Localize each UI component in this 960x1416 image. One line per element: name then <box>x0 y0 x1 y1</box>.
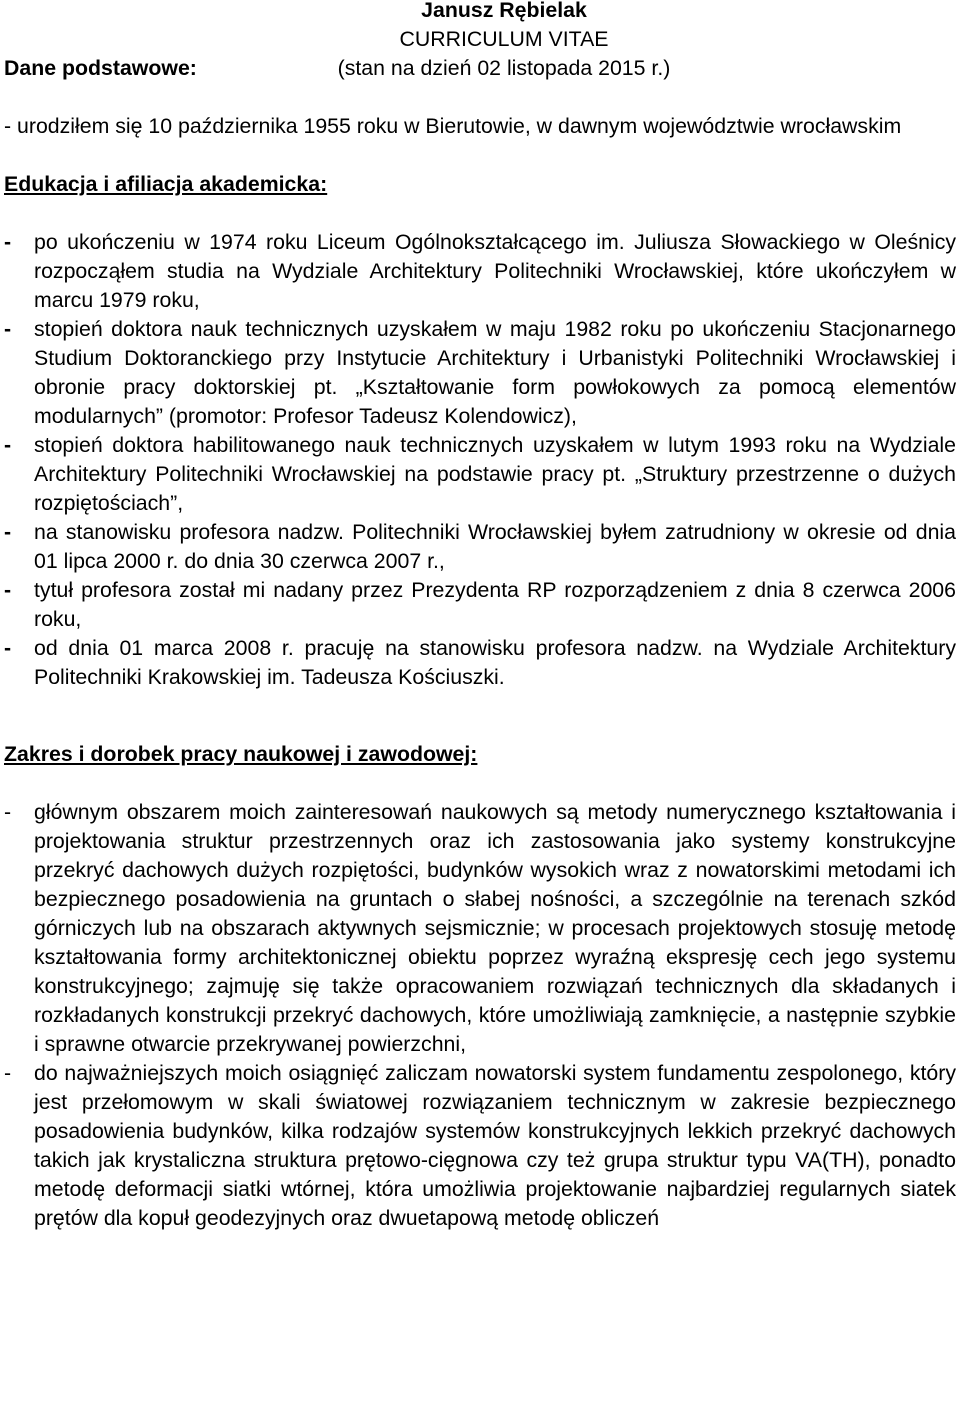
cv-page <box>4 0 956 1262</box>
science-heading: Zakres i dorobek pracy naukowej i zawodowej: <box>4 742 478 766</box>
list-item <box>4 1059 956 1233</box>
science-list <box>4 798 956 1233</box>
list-dash: - <box>4 578 12 602</box>
list-item <box>4 315 956 431</box>
date-note: (stan na dzień 02 listopada 2015 r.) <box>337 56 671 80</box>
author-name: Janusz Rębielak <box>421 0 587 22</box>
list-item <box>4 228 956 315</box>
list-dash: - <box>4 636 12 660</box>
education-list <box>4 228 956 692</box>
education-heading: Edukacja i afiliacja akademicka: <box>4 172 328 196</box>
list-item-text: po ukończeniu w 1974 roku Liceum Ogólnokształcącego im. Juliusza Słowackiego w Oleśnicy rozpocząłem studia na Wydziale Architektury Politechniki Wrocławskiej, które ukończyłem w marcu 1979 roku, <box>34 230 956 312</box>
list-item <box>4 518 956 576</box>
list-item-text: stopień doktora habilitowanego nauk technicznych uzyskałem w lutym 1993 roku na Wydziale Architektury Politechniki Wrocławskiej na podstawie pracy pt. „Struktury przestrzenne o dużych rozpiętościach”, <box>34 433 956 515</box>
list-item-text: stopień doktora nauk technicznych uzyskałem w maju 1982 roku po ukończeniu Stacjonarnego Studium Doktoranckiego przy Instytucie Architektury i Urbanistyki Politechniki Wrocławskiej i obronie pracy doktorskiej pt. „Kształtowanie form powłokowych za pomocą elementów modularnych” (promotor: Profesor Tadeusz Kolendowicz), <box>34 317 956 428</box>
list-item <box>4 798 956 1059</box>
list-dash: - <box>4 800 12 824</box>
document-type: CURRICULUM VITAE <box>399 27 609 51</box>
basic-heading: Dane podstawowe: <box>4 56 197 80</box>
list-dash: - <box>4 520 12 544</box>
list-item-text: głównym obszarem moich zainteresowań naukowych są metody numerycznego kształtowania i projektowania struktur przestrzennych oraz ich zastosowania jako systemy konstrukcyjne przekryć dachowych dużych rozpiętości, budynków wysokich wraz z nowatorskimi metodami ich bezpiecznego posadowienia na gruntach o słabej nośności, a szczególnie na terenach szkód górniczych lub na obszarach aktywnych sejsmicznie; w procesach projektowych stosuję metodę kształtowania formy architektonicznej obiektu poprzez wyraźną ekspresję cech jego systemu konstrukcyjnego; zajmuję się także opracowaniem rozwiązań technicznych dla składanych i rozkładanych konstrukcji przekryć dachowych, które umożliwiają zamknięcie, a następnie szybkie i sprawne otwarcie przekrywanej powierzchni, <box>34 800 956 1056</box>
birth-info: - urodziłem się 10 października 1955 roku w Bierutowie, w dawnym województwie wrocławskim <box>4 114 902 138</box>
list-item-text: na stanowisku profesora nadzw. Politechniki Wrocławskiej byłem zatrudniony w okresie od dnia 01 lipca 2000 r. do dnia 30 czerwca 2007 r., <box>34 520 956 573</box>
list-item-text: do najważniejszych moich osiągnięć zaliczam nowatorski system fundamentu zespolonego, który jest przełomowym w skali światowej rozwiązaniem technicznym w zakresie bezpiecznego posadowienia budynków, kilka rodzajów systemów konstrukcyjnych lekkich przekryć dachowych takich jak krystaliczna struktura prętowo-cięgnowa czy też grupa struktur typu VA(TH), ponadto metodę deformacji siatki wtórnej, która umożliwia projektowanie najbardziej regularnych siatek prętów dla kopuł geodezyjnych oraz dwuetapową metodę obliczeń <box>34 1061 956 1230</box>
list-item <box>4 576 956 634</box>
list-item-text: od dnia 01 marca 2008 r. pracuję na stanowisku profesora nadzw. na Wydziale Architektury Politechniki Krakowskiej im. Tadeusza Kościuszki. <box>34 636 956 689</box>
list-item-text: tytuł profesora został mi nadany przez Prezydenta RP rozporządzeniem z dnia 8 czerwca 2006 roku, <box>34 578 956 631</box>
list-dash: - <box>4 1061 12 1085</box>
list-dash: - <box>4 433 12 457</box>
list-item <box>4 431 956 518</box>
list-dash: - <box>4 230 12 254</box>
list-dash: - <box>4 317 12 341</box>
list-item <box>4 634 956 692</box>
